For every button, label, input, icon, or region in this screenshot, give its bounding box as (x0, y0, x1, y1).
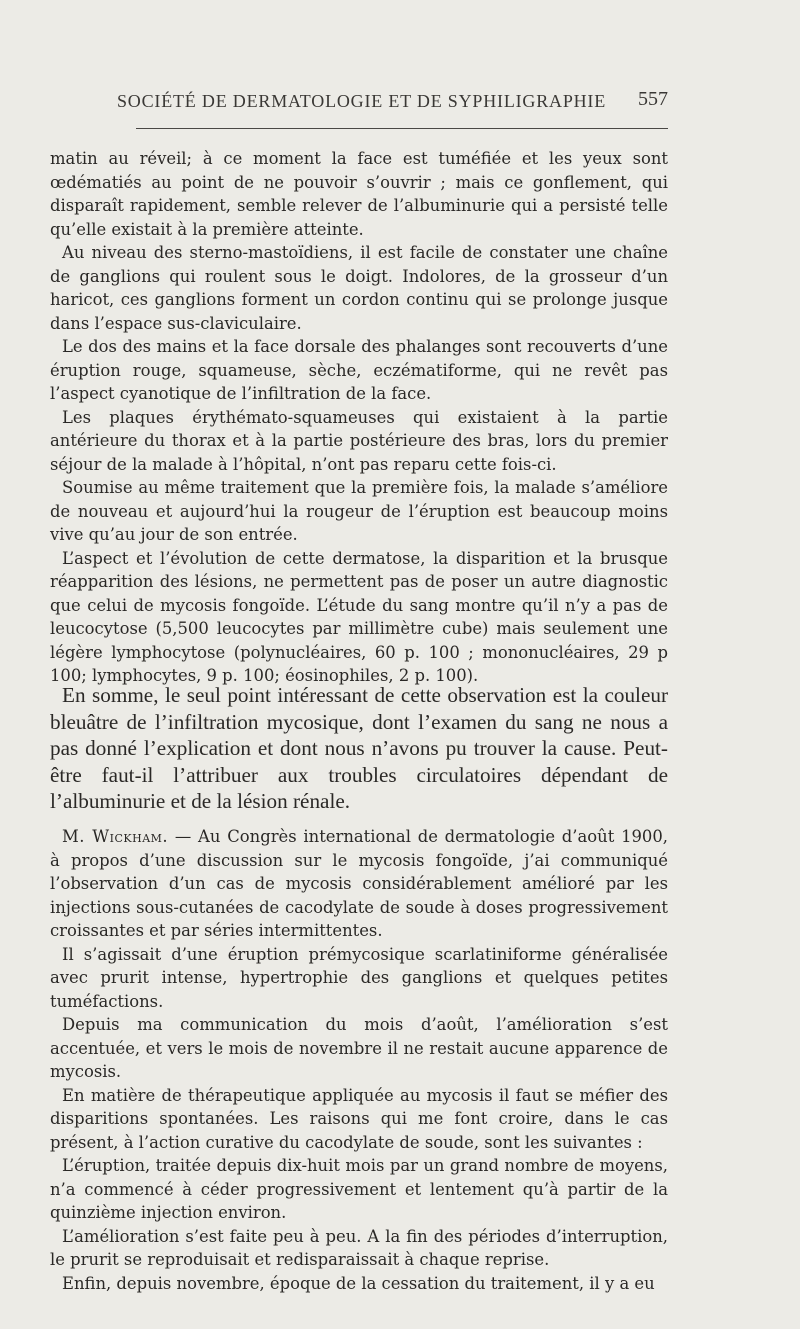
observation-paragraph-6: L’aspect et l’évolution de cette dermatose, la disparition et la brusque réapparition des lésions, ne permettent pas de poser un autre diagnostic que celui de mycosis fongoïde. L’étude du sang montre qu’il n’y a pas de leucocytose (5,500 leucocytes par millimètre cube) mais seulement une légère lymphocytose (polynucléaires, 60 p. 100 ; mononucléaires, 29 p 100; lymphocytes, 9 p. 100; éosinophiles, 2 p. 100). (50, 548, 668, 685)
observation-section (50, 147, 668, 688)
observation-paragraph-4: Les plaques érythémato-squameuses qui existaient à la partie antérieure du thorax et à la partie postérieure des bras, lors du premier séjour de la malade à l’hôpital, n’ont pas reparu cette fois-ci. (50, 407, 668, 474)
discussion-paragraph-6: L’amélioration s’est faite peu à peu. A la fin des périodes d’interruption, le prurit se reproduisait et redisparaissait à chaque reprise. (50, 1226, 668, 1269)
summary-section (50, 682, 668, 815)
discussion-intro: — Au Congrès international de dermatologie d’août 1900, à propos d’une discussion sur le mycosis fongoïde, j’ai communiqué l’observation d’un cas de mycosis considérablement amélioré par les injections sous-cutanées de cacodylate de soude à doses progressivement croissantes et par séries intermittentes. (50, 827, 668, 940)
observation-paragraph-2: Au niveau des sterno-mastoïdiens, il est facile de constater une chaîne de ganglions qui roulent sous le doigt. Indolores, de la grosseur d’un haricot, ces ganglions forment un cordon continu qui se prolonge jusque dans l’espace sus-claviculaire. (50, 243, 668, 333)
header-rule (136, 128, 668, 129)
discussion-section (50, 825, 668, 1295)
page-number: 557 (638, 88, 668, 110)
observation-paragraph-5: Soumise au même traitement que la première fois, la malade s’améliore de nouveau et aujourd’hui la rougeur de l’éruption est beaucoup moins vive qu’au jour de son entrée. (50, 478, 668, 544)
observation-paragraph-1: matin au réveil; à ce moment la face est tuméfiée et les yeux sont œdématiés au point de ne pouvoir s’ouvrir ; mais ce gonflement, qui disparaît rapidement, semble relever de l’albuminurie qui a persisté telle qu’elle existait à la première atteinte. (50, 149, 668, 239)
observation-paragraph-3: Le dos des mains et la face dorsale des phalanges sont recouverts d’une éruption rouge, squameuse, sèche, eczématiforme, qui ne revêt pas l’aspect cyanotique de l’infiltration de la face. (50, 337, 668, 403)
discussion-paragraph-3: Depuis ma communication du mois d’août, l’amélioration s’est accentuée, et vers le mois de novembre il ne restait aucune apparence de mycosis. (50, 1015, 668, 1081)
discussion-paragraph-5: L’éruption, traitée depuis dix-huit mois par un grand nombre de moyens, n’a commencé à céder progressivement et lentement qu’à partir de la quinzième injection environ. (50, 1156, 668, 1222)
running-head (117, 88, 668, 112)
discussion-paragraph-1 (50, 825, 668, 943)
summary-paragraph: En somme, le seul point intéressant de cette observation est la couleur bleuâtre de l’infiltration mycosique, dont l’examen du sang ne nous a pas donné l’explication et dont nous n’avons pu trouver la cause. Peut-être faut-il l’attribuer aux troubles circulatoires dépendant de l’albuminurie et de la lésion rénale. (50, 683, 668, 813)
discussion-paragraph-7: Enfin, depuis novembre, époque de la cessation du traitement, il y a eu (62, 1273, 655, 1293)
journal-title: SOCIÉTÉ DE DERMATOLOGIE ET DE SYPHILIGRAPHIE (117, 91, 607, 111)
discussion-paragraph-2: Il s’agissait d’une éruption prémycosique scarlatiniforme généralisée avec prurit intense, hypertrophie des ganglions et quelques petites tuméfactions. (50, 944, 668, 1011)
speaker-name: M. Wickham. (62, 827, 169, 846)
discussion-paragraph-4: En matière de thérapeutique appliquée au mycosis il faut se méfier des disparitions spontanées. Les raisons qui me font croire, dans le cas présent, à l’action curative du cacodylate de soude, sont les suivantes : (50, 1085, 668, 1152)
